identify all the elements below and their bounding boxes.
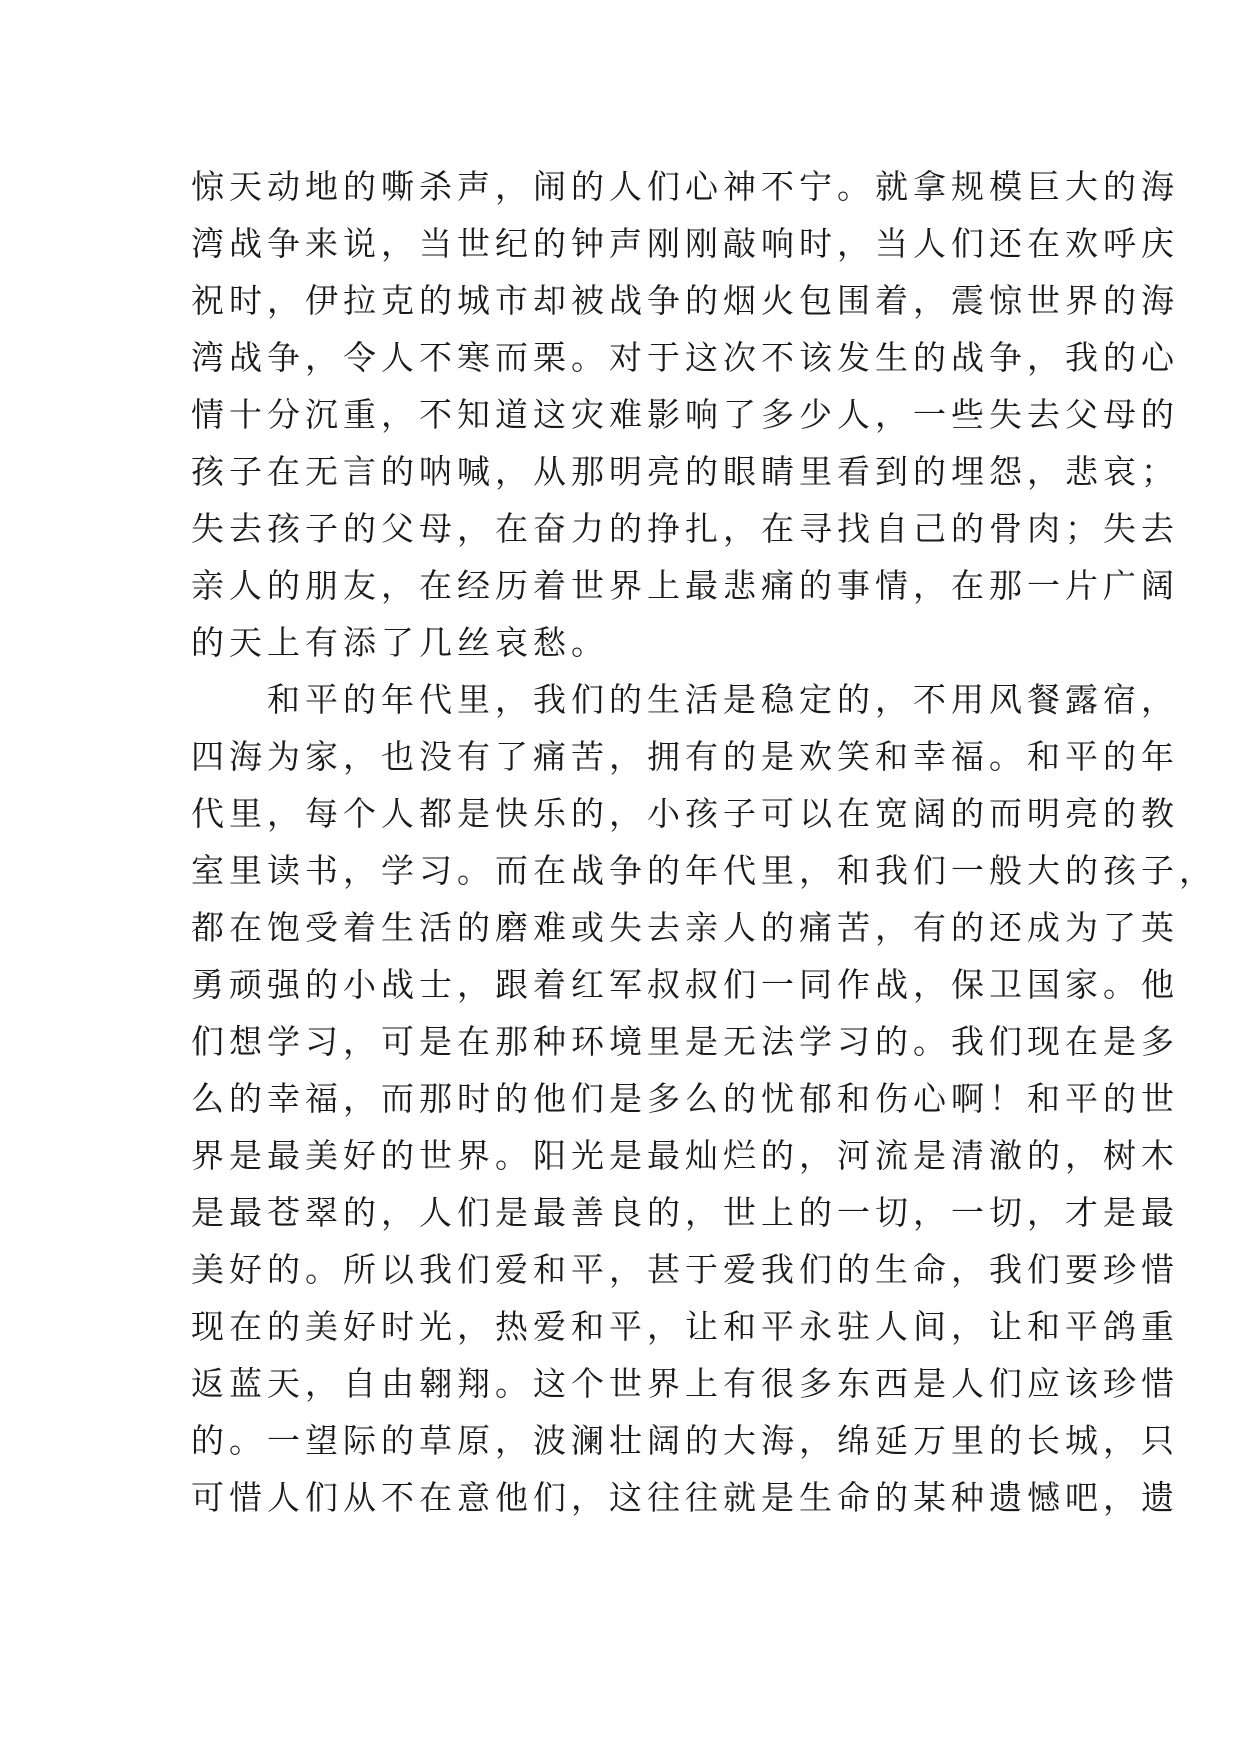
text-line: 情十分沉重，不知道这灾难影响了多少人，一些失去父母的 [191, 395, 1179, 434]
text-line: 惊天动地的嘶杀声，闹的人们心神不宁。就拿规模巨大的海 [191, 167, 1179, 206]
text-line: 的天上有添了几丝哀愁。 [191, 623, 609, 662]
text-line: 孩子在无言的呐喊，从那明亮的眼睛里看到的埋怨，悲哀； [191, 452, 1179, 491]
text-line: 祝时，伊拉克的城市却被战争的烟火包围着，震惊世界的海 [191, 281, 1179, 320]
text-line: 失去孩子的父母，在奋力的挣扎，在寻找自己的骨肉；失去 [191, 509, 1179, 548]
text-line: 可惜人们从不在意他们，这往往就是生命的某种遗憾吧，遗 [191, 1478, 1179, 1517]
text-line: 么的幸福，而那时的他们是多么的忧郁和伤心啊！和平的世 [191, 1079, 1179, 1118]
text-line: 亲人的朋友，在经历着世界上最悲痛的事情，在那一片广阔 [191, 566, 1179, 605]
text-line: 室里读书，学习。而在战争的年代里，和我们一般大的孩子， [191, 851, 1217, 890]
text-line: 湾战争，令人不寒而栗。对于这次不该发生的战争，我的心 [191, 338, 1179, 377]
paragraph-start-line: 和平的年代里，我们的生活是稳定的，不用风餐露宿， [267, 680, 1179, 719]
text-line: 都在饱受着生活的磨难或失去亲人的痛苦，有的还成为了英 [191, 908, 1179, 947]
text-line: 的。一望际的草原，波澜壮阔的大海，绵延万里的长城，只 [191, 1421, 1179, 1460]
text-line: 代里，每个人都是快乐的，小孩子可以在宽阔的而明亮的教 [191, 794, 1179, 833]
text-line: 们想学习，可是在那种环境里是无法学习的。我们现在是多 [191, 1022, 1179, 1061]
text-line: 湾战争来说，当世纪的钟声刚刚敲响时，当人们还在欢呼庆 [191, 224, 1179, 263]
text-line: 美好的。所以我们爱和平，甚于爱我们的生命，我们要珍惜 [191, 1250, 1179, 1289]
text-line: 四海为家，也没有了痛苦，拥有的是欢笑和幸福。和平的年 [191, 737, 1179, 776]
text-line: 是最苍翠的，人们是最善良的，世上的一切，一切，才是最 [191, 1193, 1179, 1232]
body-text [191, 158, 1217, 1526]
text-line: 返蓝天，自由翱翔。这个世界上有很多东西是人们应该珍惜 [191, 1364, 1179, 1403]
text-line: 现在的美好时光，热爱和平，让和平永驻人间，让和平鸽重 [191, 1307, 1179, 1346]
text-line: 勇顽强的小战士，跟着红军叔叔们一同作战，保卫国家。他 [191, 965, 1179, 1004]
text-line: 界是最美好的世界。阳光是最灿烂的，河流是清澈的，树木 [191, 1136, 1179, 1175]
